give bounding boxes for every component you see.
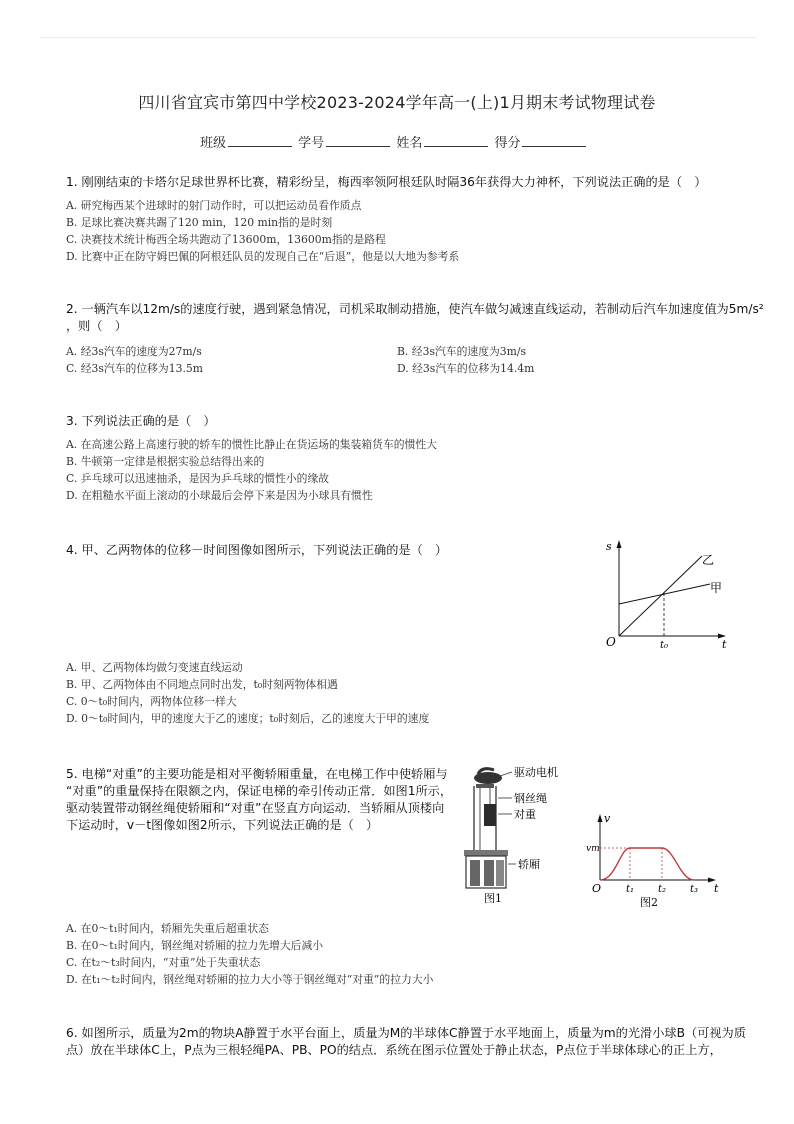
name-label: 姓名: [396, 136, 423, 151]
q2-option-c[interactable]: C. 经3s汽车的位移为13.5m: [66, 362, 204, 375]
q4-line-jia: [619, 584, 710, 604]
class-blank[interactable]: [228, 135, 292, 147]
counterweight-block: [484, 804, 496, 826]
q1-option-d[interactable]: D. 比赛中正在防守姆巴佩的阿根廷队员的发现自己在“后退”，他是以大地为参考系: [66, 250, 460, 263]
car-label: 轿厢: [518, 858, 540, 871]
q4-st-graph: [600, 536, 736, 652]
header-rule: [40, 37, 756, 38]
q4-line-yi: [619, 556, 702, 636]
q4-yi-label: 乙: [702, 553, 715, 567]
vt-vm-label: vm: [586, 844, 600, 854]
q3-option-d[interactable]: D. 在粗糙水平面上滚动的小球最后会停下来是因为小球具有惯性: [66, 489, 373, 502]
q5-stem-line2: “对重”的重量保持在限额之内，保证电梯的牵引传动正常．如图1所示，: [66, 784, 453, 798]
q5-option-d[interactable]: D. 在t₁～t₂时间内，钢丝绳对轿厢的拉力大小等于钢丝绳对“对重”的拉力大小: [66, 973, 434, 986]
q6-stem-line1: 6. 如图所示，质量为2m的物块A静置于水平台面上，质量为M的半球体C静置于水平地面上，质量为m的光滑小球B（可视为质: [66, 1026, 746, 1040]
vt-t1-label: t₁: [626, 884, 635, 895]
vt-t3-label: t₃: [690, 884, 699, 895]
score-label: 得分: [494, 136, 521, 151]
q4-option-a[interactable]: A. 甲、乙两物体均做匀变速直线运动: [66, 661, 243, 674]
vt-t-label: t: [714, 882, 719, 895]
q1-option-b[interactable]: B. 足球比赛决赛共踢了120 min，120 min指的是时刻: [66, 216, 333, 229]
score-blank[interactable]: [522, 135, 586, 147]
q2-option-b[interactable]: B. 经3s汽车的速度为3m/s: [397, 345, 527, 358]
vt-t2-label: t₂: [658, 884, 667, 895]
q4-option-b[interactable]: B. 甲、乙两物体由不同地点同时出发，t₀时刻两物体相遇: [66, 678, 338, 691]
q4-s-arrow: [617, 540, 622, 548]
q4-stem: 4. 甲、乙两物体的位移－时间图像如图所示，下列说法正确的是（ ）: [66, 543, 448, 557]
q5-stem-line1: 5. 电梯“对重”的主要功能是相对平衡轿厢重量，在电梯工作中使轿厢与: [66, 767, 448, 781]
car-top: [464, 850, 508, 856]
q4-s-label: s: [606, 540, 612, 553]
q2-stem-line2: ，则（ ）: [66, 319, 127, 333]
q2-option-d[interactable]: D. 经3s汽车的位移为14.4m: [397, 362, 535, 375]
fig1-caption: 图1: [484, 892, 502, 905]
q4-option-d[interactable]: D. 0～t₀时间内，甲的速度大于乙的速度；t₀时刻后，乙的速度大于甲的速度: [66, 712, 430, 725]
q4-jia-label: 甲: [710, 581, 723, 595]
q4-option-c[interactable]: C. 0～t₀时间内，两物体位移一样大: [66, 695, 237, 708]
q1-option-c[interactable]: C. 决赛技术统计梅西全场共跑动了13600m，13600m指的是路程: [66, 233, 386, 246]
frame-top: [476, 784, 494, 788]
q5-stem-line3: 驱动装置带动钢丝绳使轿厢和“对重”在竖直方向运动．当轿厢从顶楼向: [66, 801, 445, 815]
q1-option-a[interactable]: A. 研究梅西某个进球时的射门动作时，可以把运动员看作质点: [66, 199, 362, 212]
vt-v-label: v: [604, 812, 611, 825]
q5-vt-graph: [582, 810, 722, 910]
name-blank[interactable]: [424, 135, 488, 147]
q5-option-b[interactable]: B. 在0～t₁时间内，钢丝绳对轿厢的拉力先增大后减小: [66, 939, 324, 952]
car-panel-left: [470, 860, 480, 886]
q2-stem-line1: 2. 一辆汽车以12m/s的速度行驶，遇到紧急情况，司机采取制动措施，使汽车做匀减速直线运动，若制动后汽车加速度值为5m/s²: [66, 302, 764, 316]
q4-origin-label: O: [606, 635, 616, 649]
motor-label: 驱动电机: [514, 766, 558, 779]
page-title: 四川省宜宾市第四中学校2023-2024学年高一(上)1月期末考试物理试卷: [138, 93, 656, 112]
q3-option-a[interactable]: A. 在高速公路上高速行驶的轿车的惯性比静止在货运场的集装箱货车的惯性大: [66, 438, 437, 451]
q4-t-label: t: [722, 638, 727, 651]
q4-t0-label: t₀: [660, 640, 669, 651]
car-panel-mid: [484, 860, 494, 886]
q1-stem: 1. 刚刚结束的卡塔尔足球世界杯比赛，精彩纷呈，梅西率领阿根廷队时隔36年获得大力神杯，下列说法正确的是（ ）: [66, 175, 707, 189]
q5-option-c[interactable]: C. 在t₂～t₃时间内，“对重”处于失重状态: [66, 956, 261, 969]
info-line: [200, 132, 588, 151]
id-label: 学号: [298, 136, 325, 151]
id-blank[interactable]: [326, 135, 390, 147]
vt-v-arrow: [598, 814, 603, 822]
class-label: 班级: [200, 136, 227, 151]
q5-stem-line4: 下运动时，v－t图像如图2所示，下列说法正确的是（ ）: [66, 818, 379, 832]
rope-label: 钢丝绳: [514, 792, 547, 805]
q2-option-a[interactable]: A. 经3s汽车的速度为27m/s: [66, 345, 202, 358]
counterweight-label: 对重: [514, 808, 536, 821]
q5-option-a[interactable]: A. 在0～t₁时间内，轿厢先失重后超重状态: [66, 922, 269, 935]
q3-stem: 3. 下列说法正确的是（ ）: [66, 414, 216, 428]
q5-elevator-figure: [450, 764, 562, 910]
vt-curve: [600, 848, 694, 880]
q3-option-c[interactable]: C. 乒乓球可以迅速抽杀，是因为乒乓球的惯性小的缘故: [66, 472, 330, 485]
fig2-caption: 图2: [640, 896, 658, 909]
car-panel-right: [496, 860, 504, 886]
q3-option-b[interactable]: B. 牛顿第一定律是根据实验总结得出来的: [66, 455, 265, 468]
motor-leader: [500, 772, 512, 776]
q6-stem-line2: 点）放在半球体C上，P点为三根轻绳PA、PB、PO的结点．系统在图示位置处于静止状态，P点位于半球体球心的正上方，: [66, 1043, 722, 1057]
vt-origin-label: O: [592, 882, 602, 895]
